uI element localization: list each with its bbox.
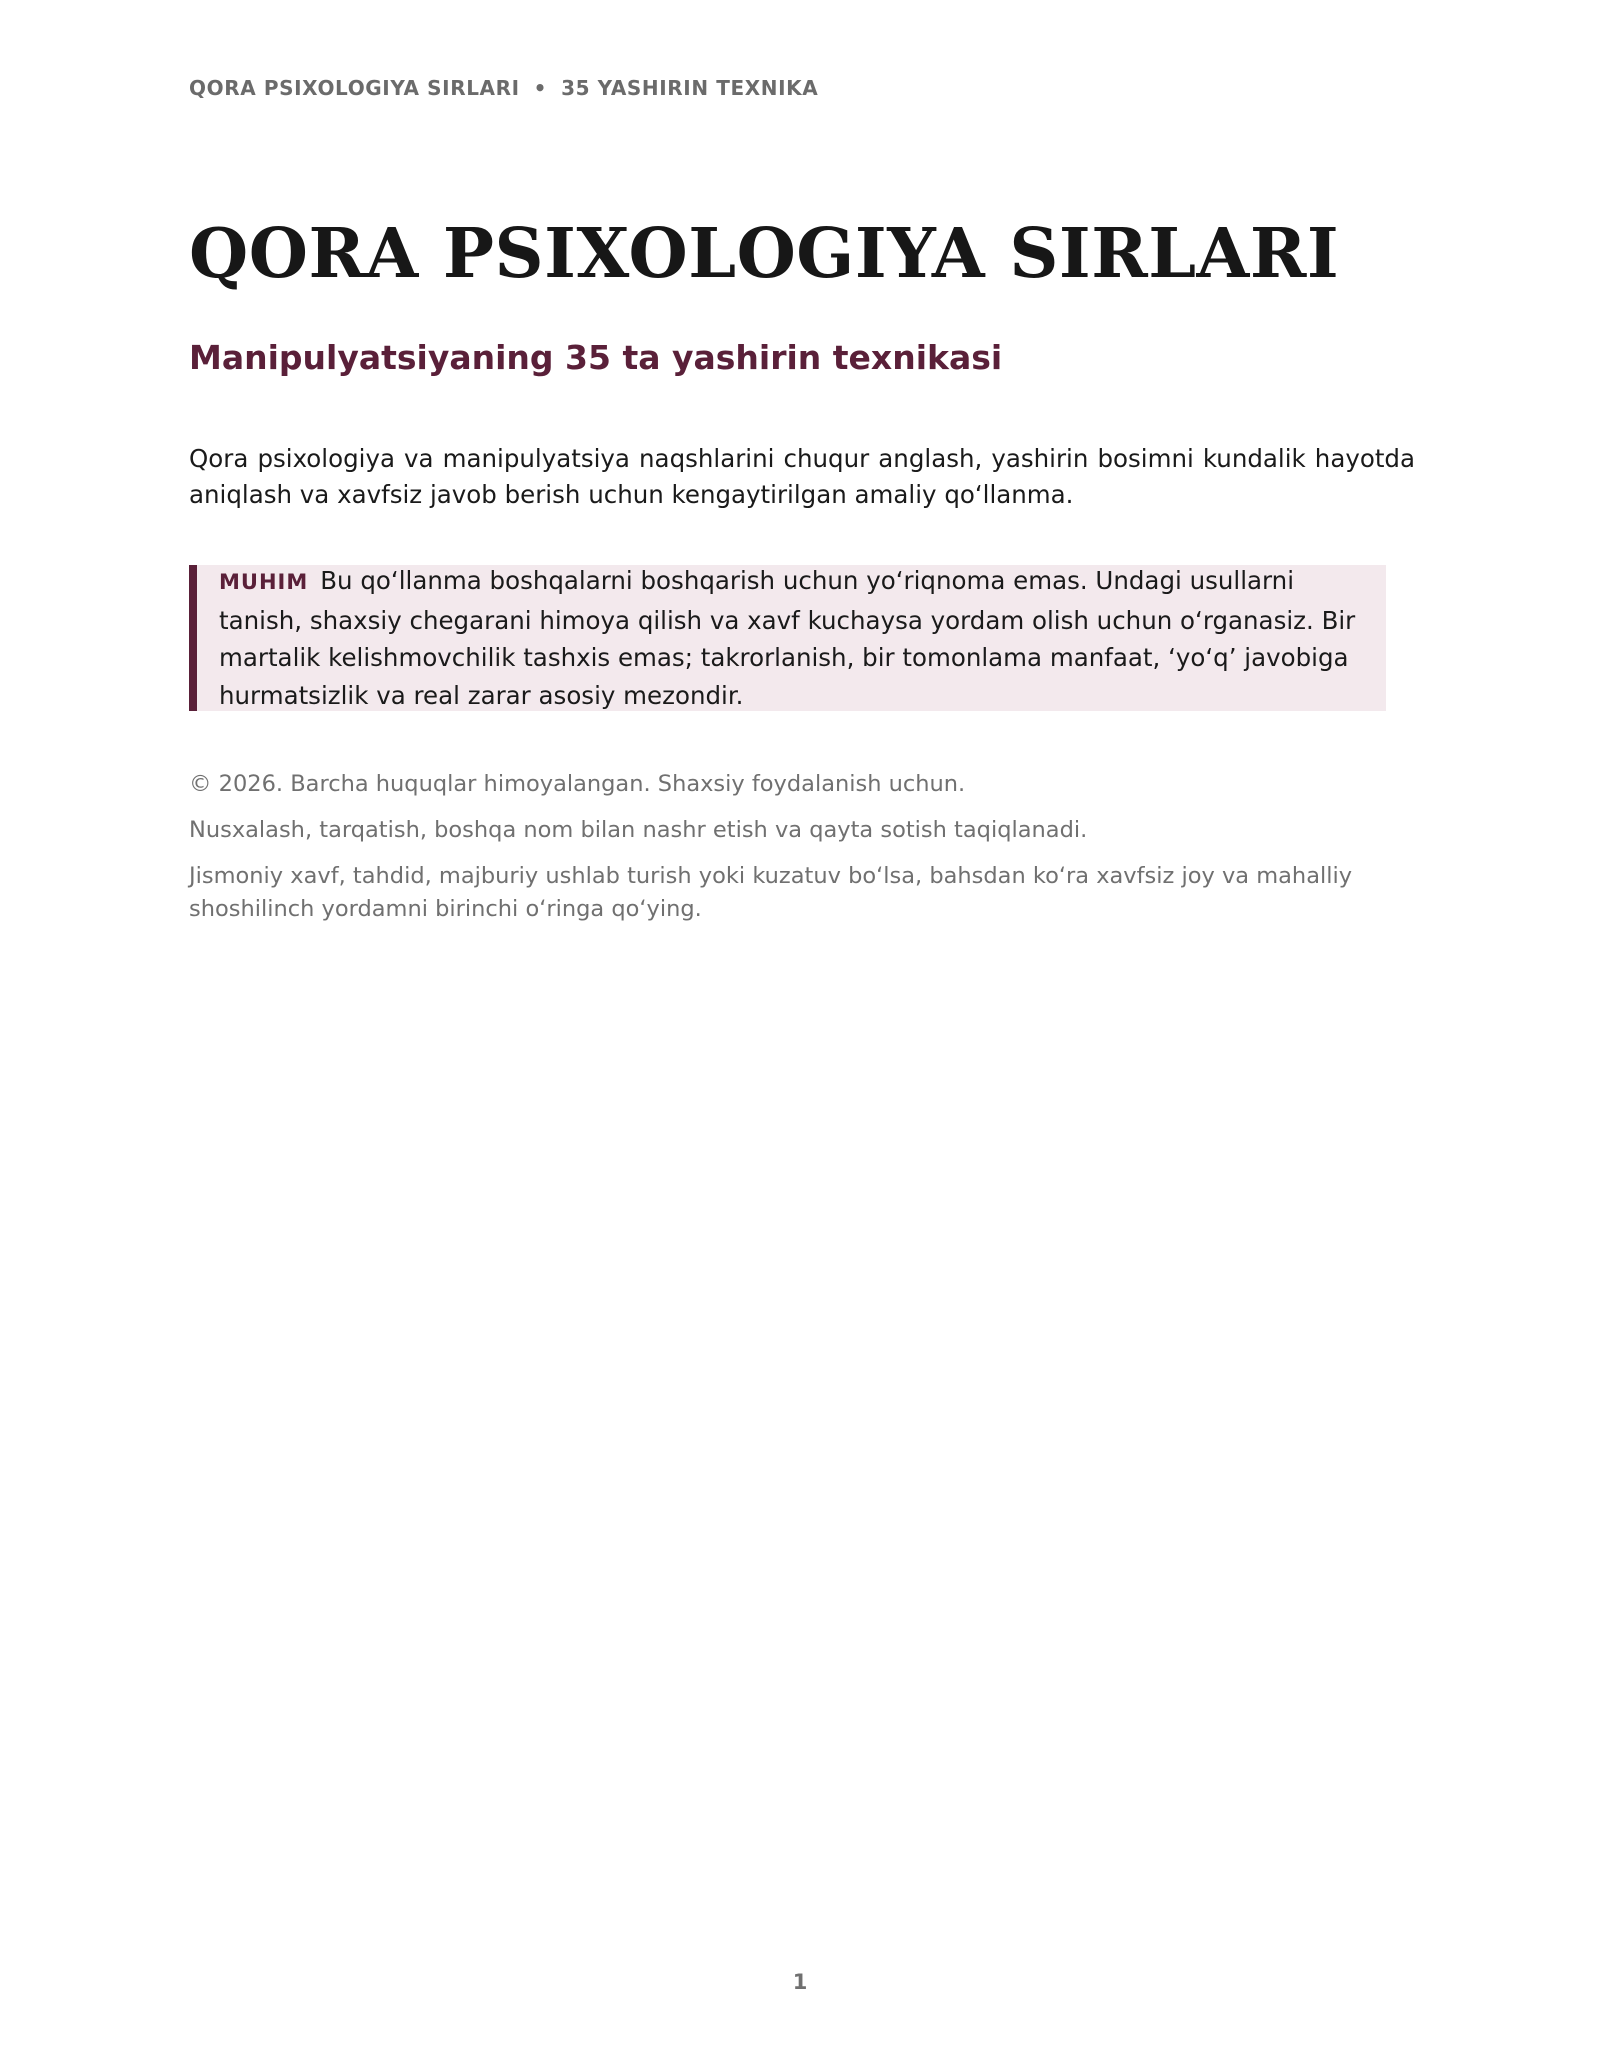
callout-body — [219, 562, 1376, 714]
important-callout — [189, 565, 1386, 711]
safety-notice-line: Jismoniy xavf, tahdid, majburiy ushlab turish yoki kuzatuv bo‘lsa, bahsdan ko‘ra xavfsiz joy va mahalliy shoshilinch yordamni birinchi o‘ringa qo‘ying. — [189, 863, 1353, 922]
callout-label: MUHIM — [219, 570, 309, 594]
intro-paragraph: Qora psixologiya va manipulyatsiya naqshlarini chuqur anglash, yashirin bosimni kundalik hayotda aniqlash va xavfsiz javob berish uchun kengaytirilgan amaliy qo‘llanma. — [189, 444, 1415, 509]
callout-text: Bu qo‘llanma boshqalarni boshqarish uchun yo‘riqnoma emas. Undagi usullarni tanish, shaxsiy chegarani himoya qilish va xavf kuchaysa yordam olish uchun o‘rganasiz. Bir martalik kelishmovchilik tashxis emas; takrorlanish, bir tomonlama manfaat, ‘yo‘q’ javobiga hurmatsizlik va real zarar asosiy mezondir. — [219, 566, 1356, 710]
running-header-left: QORA PSIXOLOGIYA SIRLARI — [189, 76, 520, 100]
copying-prohibited-line: Nusxalash, tarqatish, boshqa nom bilan nashr etish va qayta sotish taqiqlanadi. — [189, 817, 1088, 843]
copyright-line: © 2026. Barcha huquqlar himoyalangan. Shaxsiy foydalanish uchun. — [189, 771, 966, 797]
running-header-separator: • — [533, 76, 548, 100]
page-number: 1 — [792, 1970, 808, 1994]
running-header-right: 35 YASHIRIN TEXNIKA — [561, 76, 819, 100]
document-subtitle: Manipulyatsiyaning 35 ta yashirin texnikasi — [189, 338, 1003, 377]
document-title: QORA PSIXOLOGIYA SIRLARI — [189, 214, 1340, 294]
running-header — [189, 76, 818, 100]
legal-notice — [189, 768, 1419, 939]
